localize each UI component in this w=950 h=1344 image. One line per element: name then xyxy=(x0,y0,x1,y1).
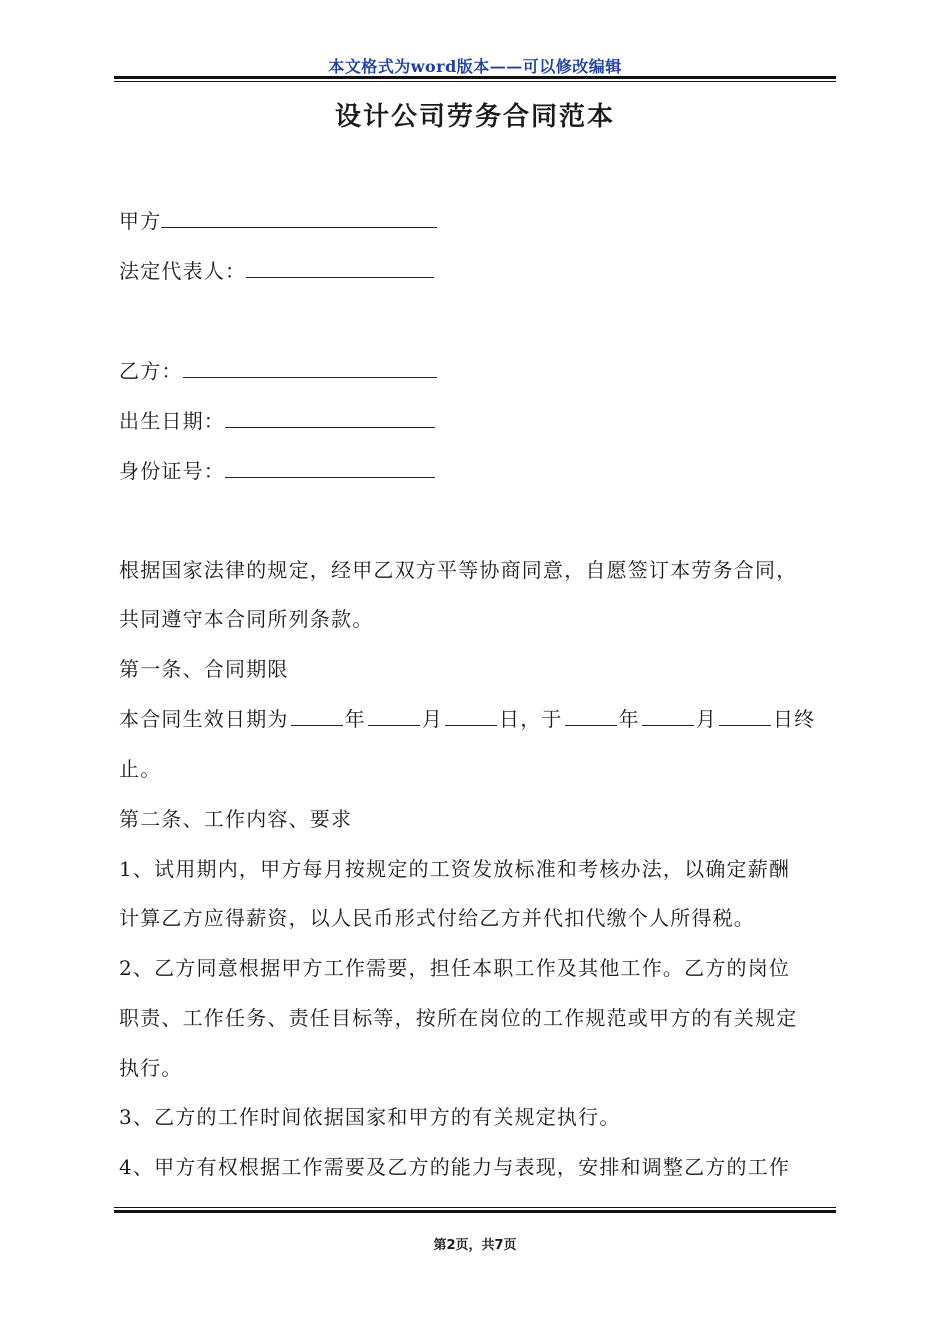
party-b-label: 乙方： xyxy=(119,359,183,383)
id-number-line xyxy=(119,458,435,484)
clause-2-line-1: 2、乙方同意根据甲方工作需要，担任本职工作及其他工作。乙方的岗位 xyxy=(119,956,791,980)
legal-rep-line xyxy=(119,258,434,284)
birth-date-blank xyxy=(225,409,435,428)
year-label-2: 年 xyxy=(618,707,640,731)
party-a-blank xyxy=(161,209,437,228)
intro-line-2: 共同遵守本合同所列条款。 xyxy=(119,607,374,631)
term-line xyxy=(119,706,815,732)
id-number-blank xyxy=(225,459,435,478)
start-year-blank xyxy=(291,707,343,726)
intro-line-1: 根据国家法律的规定，经甲乙双方平等协商同意，自愿签订本劳务合同， xyxy=(119,558,798,582)
footer-rule-thin xyxy=(114,1207,836,1208)
year-label: 年 xyxy=(344,707,366,731)
clause-1-line-1: 1、试用期内，甲方每月按规定的工资发放标准和考核办法，以确定薪酬 xyxy=(119,857,791,881)
header-rule-thin xyxy=(114,81,836,82)
term-prefix: 本合同生效日期为 xyxy=(119,707,289,731)
month-label: 月 xyxy=(421,707,444,731)
legal-rep-label: 法定代表人： xyxy=(119,259,247,283)
legal-rep-blank xyxy=(246,259,434,278)
start-month-blank xyxy=(368,707,420,726)
header-note: 本文格式为word版本——可以修改编辑 xyxy=(328,57,622,76)
party-a-line xyxy=(119,208,437,234)
header-rule-thick xyxy=(114,76,836,79)
footer-rule-thick xyxy=(114,1210,836,1213)
end-day-blank xyxy=(719,707,771,726)
party-b-blank xyxy=(183,359,437,378)
day-end-label: 日终 xyxy=(773,707,816,731)
article-2-title: 第二条、工作内容、要求 xyxy=(119,807,353,831)
page-number: 第2页，共7页 xyxy=(433,1238,517,1253)
term-end: 止。 xyxy=(119,757,162,781)
party-b-line xyxy=(119,358,437,384)
birth-date-line xyxy=(119,408,435,434)
start-day-blank xyxy=(445,707,497,726)
end-year-blank xyxy=(565,707,617,726)
document-title: 设计公司劳务合同范本 xyxy=(334,102,615,132)
month-label-2: 月 xyxy=(695,707,718,731)
article-1-title: 第一条、合同期限 xyxy=(119,657,289,681)
end-month-blank xyxy=(642,707,694,726)
day-comma-label: 日，于 xyxy=(499,707,563,731)
clause-3: 3、乙方的工作时间依据国家和甲方的有关规定执行。 xyxy=(119,1105,621,1129)
birth-date-label: 出生日期： xyxy=(119,409,225,433)
clause-1-line-2: 计算乙方应得薪资，以人民币形式付给乙方并代扣代缴个人所得税。 xyxy=(119,906,755,930)
clause-2-line-3: 执行。 xyxy=(119,1056,183,1080)
clause-4-line-1: 4、甲方有权根据工作需要及乙方的能力与表现，安排和调整乙方的工作 xyxy=(119,1155,791,1179)
id-number-label: 身份证号： xyxy=(119,459,225,483)
clause-2-line-2: 职责、工作任务、责任目标等，按所在岗位的工作规范或甲方的有关规定 xyxy=(119,1006,798,1030)
party-a-label: 甲方 xyxy=(119,209,162,233)
